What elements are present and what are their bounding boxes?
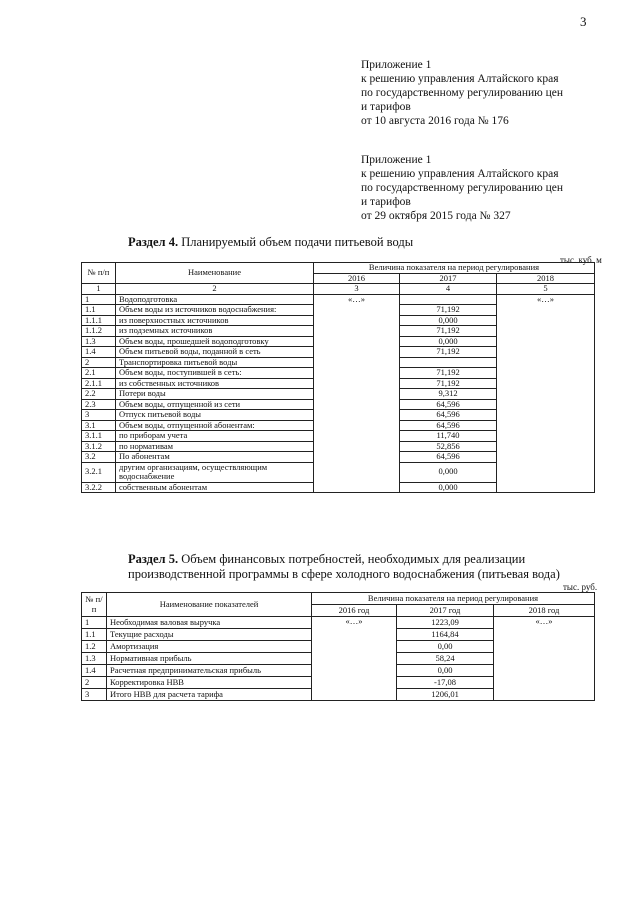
row-name: Расчетная предпринимательская прибыль	[107, 665, 312, 677]
section5-title	[128, 552, 598, 582]
row-number: 1.2	[82, 641, 107, 653]
row-name: Потери воды	[116, 389, 314, 400]
row-number: 2.1.1	[82, 378, 116, 389]
row-number: 3.2.2	[82, 482, 116, 493]
value-2017: 64,596	[400, 399, 497, 410]
appendix-line: от 10 августа 2016 года № 176	[361, 115, 509, 127]
row-name: из собственных источников	[116, 378, 314, 389]
col-header-year: 2016 год	[312, 605, 397, 617]
row-name: Итого НВВ для расчета тарифа	[107, 689, 312, 701]
row-number: 2.3	[82, 399, 116, 410]
value-2017: 11,740	[400, 431, 497, 442]
row-name: Объем воды, отпущенной абонентам:	[116, 420, 314, 431]
appendix-line: от 29 октября 2015 года № 327	[361, 210, 511, 222]
col-number: 1	[82, 284, 116, 295]
row-name: Амортизация	[107, 641, 312, 653]
row-number: 3.1.2	[82, 441, 116, 452]
value-2017: 71,192	[400, 368, 497, 379]
row-name: Необходимая валовая выручка	[107, 617, 312, 629]
row-number: 3	[82, 410, 116, 421]
row-number: 1	[82, 294, 116, 305]
value-2018-merged: «…»	[497, 294, 595, 493]
appendix-block-original	[361, 153, 611, 223]
value-2017: 0,000	[400, 482, 497, 493]
row-name: Корректировка НВВ	[107, 677, 312, 689]
appendix-line: и тарифов	[361, 196, 411, 208]
value-2017: 1206,01	[397, 689, 494, 701]
value-2017	[400, 357, 497, 368]
col-header-name: Наименование	[116, 263, 314, 284]
row-name: Текущие расходы	[107, 629, 312, 641]
col-header-num: № п/п	[82, 593, 107, 617]
row-name: По абонентам	[116, 452, 314, 463]
value-2018-merged: «…»	[494, 617, 595, 701]
row-number: 2	[82, 677, 107, 689]
page-number: 3	[580, 14, 587, 29]
col-header-period: Величина показателя на период регулирования	[312, 593, 595, 605]
value-2017: 0,00	[397, 665, 494, 677]
value-2017: 71,192	[400, 378, 497, 389]
value-2017: -17,08	[397, 677, 494, 689]
row-name: другим организациям, осуществляющим водоснабжение	[116, 462, 314, 482]
row-name: по нормативам	[116, 441, 314, 452]
row-name: Объем воды, прошедшей водоподготовку	[116, 336, 314, 347]
row-number: 2	[82, 357, 116, 368]
row-number: 1.1	[82, 629, 107, 641]
table-row	[82, 617, 595, 629]
row-name: Объем воды, поступившей в сеть:	[116, 368, 314, 379]
section4-title	[128, 235, 413, 250]
appendix-line: по государственному регулированию цен	[361, 87, 564, 99]
section4-heading: Планируемый объем подачи питьевой воды	[181, 235, 414, 249]
value-2017: 71,192	[400, 305, 497, 316]
value-2017: 0,00	[397, 641, 494, 653]
col-number: 2	[116, 284, 314, 295]
value-2017: 0,000	[400, 336, 497, 347]
row-name: по приборам учета	[116, 431, 314, 442]
appendix-line: к решению управления Алтайского края	[361, 73, 559, 85]
row-number: 1.1.2	[82, 326, 116, 337]
row-name: собственным абонентам	[116, 482, 314, 493]
col-number: 5	[497, 284, 595, 295]
row-name: Объем воды, отпущенной из сети	[116, 399, 314, 410]
row-number: 3.1.1	[82, 431, 116, 442]
row-name: из подземных источников	[116, 326, 314, 337]
col-header-year: 2016	[314, 273, 400, 284]
value-2017: 0,000	[400, 462, 497, 482]
value-2017: 71,192	[400, 347, 497, 358]
row-number: 2.1	[82, 368, 116, 379]
row-name: Нормативная прибыль	[107, 653, 312, 665]
section5-heading: Объем финансовых потребностей, необходимых для реализации производственной программы в сфере холодного водоснабжения (питьевая вода)	[128, 552, 560, 581]
appendix-line: к решению управления Алтайского края	[361, 168, 559, 180]
section4-units: тыс. куб. м	[560, 255, 602, 265]
row-number: 3	[82, 689, 107, 701]
row-name: из поверхностных источников	[116, 315, 314, 326]
row-number: 1.3	[82, 653, 107, 665]
col-header-num: № п/п	[82, 263, 116, 284]
appendix-line: Приложение 1	[361, 59, 432, 71]
row-number: 3.1	[82, 420, 116, 431]
water-volume-table	[81, 262, 595, 493]
col-header-year: 2017 год	[397, 605, 494, 617]
value-2017: 64,596	[400, 452, 497, 463]
section5-label: Раздел 5.	[128, 552, 179, 566]
col-header-year: 2018	[497, 273, 595, 284]
row-number: 1.1.1	[82, 315, 116, 326]
col-header-year: 2018 год	[494, 605, 595, 617]
row-number: 3.2	[82, 452, 116, 463]
section4-label: Раздел 4.	[128, 235, 179, 249]
row-number: 1	[82, 617, 107, 629]
row-name: Отпуск питьевой воды	[116, 410, 314, 421]
row-name: Водоподготовка	[116, 294, 314, 305]
col-header-year: 2017	[400, 273, 497, 284]
value-2016-merged: «…»	[312, 617, 397, 701]
row-number: 1.4	[82, 665, 107, 677]
col-number: 3	[314, 284, 400, 295]
appendix-line: и тарифов	[361, 101, 411, 113]
row-name: Объем воды из источников водоснабжения:	[116, 305, 314, 316]
value-2017	[400, 294, 497, 305]
row-number: 1.4	[82, 347, 116, 358]
appendix-block-current	[361, 58, 611, 128]
value-2017: 64,596	[400, 420, 497, 431]
row-number: 3.2.1	[82, 462, 116, 482]
col-header-period: Величина показателя на период регулирования	[314, 263, 595, 274]
value-2017: 71,192	[400, 326, 497, 337]
col-number: 4	[400, 284, 497, 295]
value-2017: 1223,09	[397, 617, 494, 629]
row-number: 2.2	[82, 389, 116, 400]
financial-needs-table	[81, 592, 595, 701]
value-2016-merged: «…»	[314, 294, 400, 493]
table-row	[82, 294, 595, 305]
value-2017: 58,24	[397, 653, 494, 665]
value-2017: 1164,84	[397, 629, 494, 641]
value-2017: 9,312	[400, 389, 497, 400]
row-name: Транспортировка питьевой воды	[116, 357, 314, 368]
value-2017: 64,596	[400, 410, 497, 421]
row-number: 1.1	[82, 305, 116, 316]
appendix-line: Приложение 1	[361, 154, 432, 166]
row-number: 1.3	[82, 336, 116, 347]
section5-units: тыс. руб.	[563, 582, 598, 592]
row-name: Объем питьевой воды, поданной в сеть	[116, 347, 314, 358]
value-2017: 0,000	[400, 315, 497, 326]
col-header-name: Наименование показателей	[107, 593, 312, 617]
value-2017: 52,856	[400, 441, 497, 452]
appendix-line: по государственному регулированию цен	[361, 182, 564, 194]
